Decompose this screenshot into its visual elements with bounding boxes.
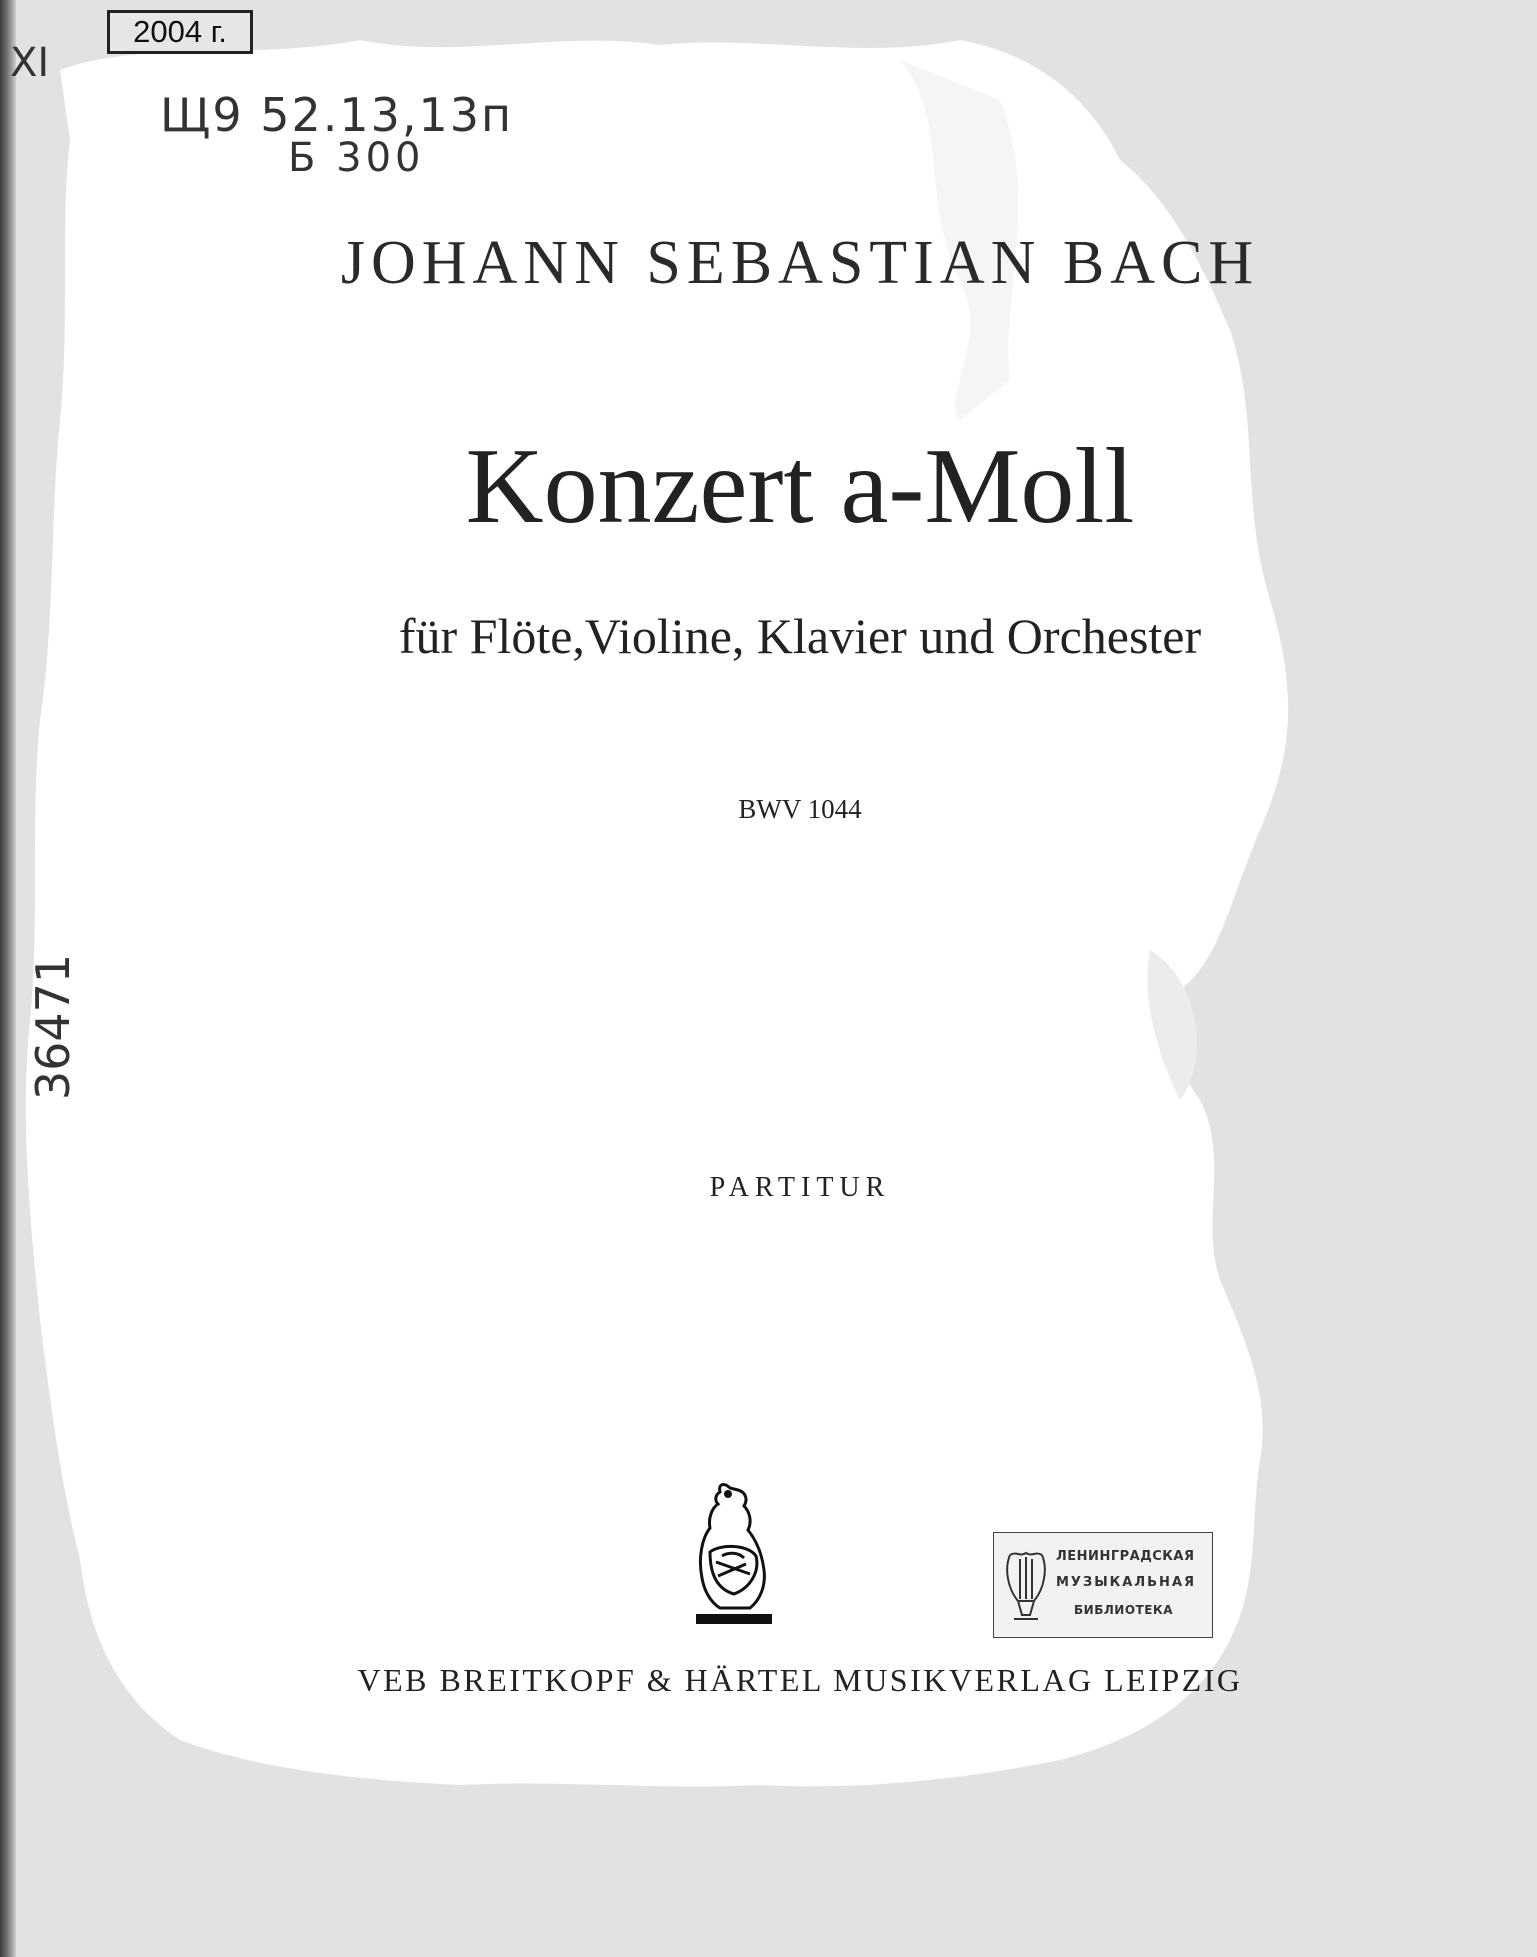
publisher-name: VEB BREITKOPF & HÄRTEL MUSIKVERLAG LEIPZIG — [357, 1662, 1243, 1698]
edition-type: PARTITUR — [709, 1172, 891, 1203]
catalog-number: BWV 1044 — [738, 794, 862, 824]
work-title: Konzert a-Moll — [465, 427, 1135, 546]
composer-name: JOHANN SEBASTIAN BACH — [340, 229, 1260, 297]
margin-mark: XI — [10, 40, 50, 86]
inventory-number: 36471 — [26, 953, 81, 1101]
library-stamp-line-3: БИБЛИОТЕКА — [1074, 1603, 1174, 1617]
library-stamp-line-1: ЛЕНИНГРАДСКАЯ — [1056, 1549, 1195, 1564]
library-stamp-line-2: МУЗЫКАЛЬНАЯ — [1056, 1575, 1197, 1590]
instrumentation: für Flöte,Violine, Klavier und Orchester — [398, 608, 1202, 664]
binding-edge — [0, 0, 16, 1957]
author-mark: Б 300 — [288, 135, 425, 181]
lyre-icon — [1000, 1545, 1052, 1625]
call-number: Щ9 52.13,13п — [160, 88, 514, 142]
year-stamp: 2004 г. — [107, 10, 253, 54]
bear-with-shield-icon — [690, 1478, 778, 1628]
library-stamp — [993, 1532, 1213, 1638]
